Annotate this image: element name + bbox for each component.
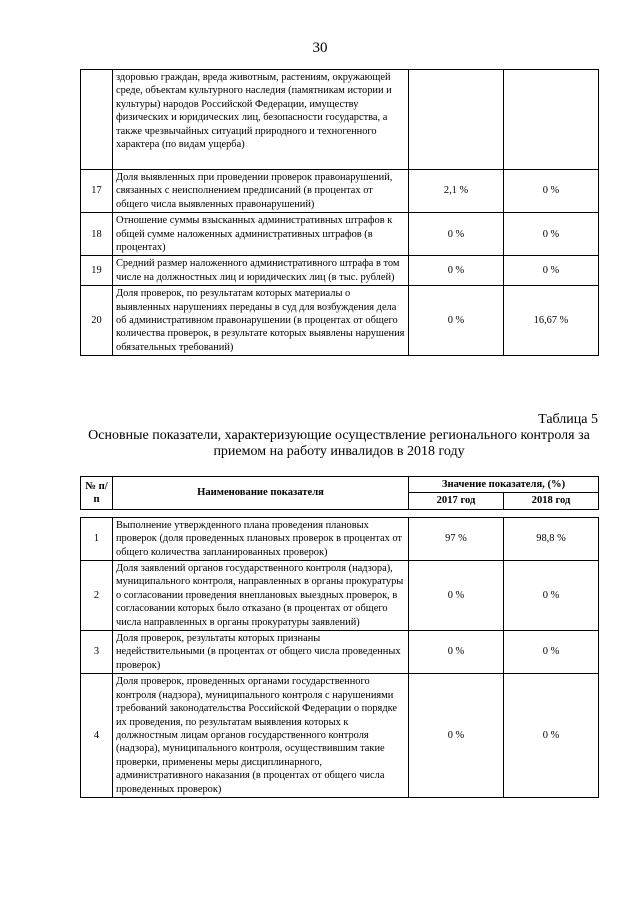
value-2017: 2,1 %: [409, 170, 504, 213]
page-number: 30: [312, 40, 328, 56]
table-row: [81, 631, 599, 674]
row-number: [81, 70, 113, 170]
value-2017: 0 %: [409, 561, 504, 631]
header-value: Значение показателя, (%): [409, 477, 599, 493]
value-2017: 97 %: [409, 517, 504, 560]
indicator-text: Отношение суммы взысканных административных штрафов к общей сумме наложенных административных штрафов (в процентах): [113, 213, 409, 256]
row-number: 4: [81, 674, 113, 798]
table-row: [81, 170, 599, 213]
table-row: [81, 70, 599, 170]
value-2018: 16,67 %: [504, 286, 599, 356]
row-number: 3: [81, 631, 113, 674]
table-label: Таблица 5: [538, 412, 598, 427]
row-number: 19: [81, 256, 113, 286]
header-2017: 2017 год: [409, 493, 504, 509]
indicator-text: Доля проверок, результаты которых признаны недействительными (в процентах от общего числа проведенных проверок): [113, 631, 409, 674]
value-2018: 98,8 %: [504, 517, 599, 560]
header-row: [81, 477, 599, 493]
value-2018: 0 %: [504, 213, 599, 256]
value-2018: 0 %: [504, 170, 599, 213]
table-row: [81, 213, 599, 256]
row-number: 18: [81, 213, 113, 256]
row-number: 17: [81, 170, 113, 213]
value-2017: [409, 70, 504, 170]
value-2018: 0 %: [504, 631, 599, 674]
row-number: 2: [81, 561, 113, 631]
table-4-continuation: [80, 69, 599, 356]
spacer-row: [81, 509, 599, 517]
table-title: Основные показатели, характеризующие осуществление регионального контроля за приемом на работу инвалидов в 2018 году: [88, 428, 590, 459]
indicator-text: Доля проверок, по результатам которых материалы о выявленных нарушениях переданы в суд для возбуждения дела об административном правонарушении (в процентах от общего количества проверок, в результате которых выявлены нарушения обязательных требований): [113, 286, 409, 356]
value-2017: 0 %: [409, 286, 504, 356]
value-2017: 0 %: [409, 631, 504, 674]
header-name: Наименование показателя: [113, 477, 409, 510]
table-row: [81, 674, 599, 798]
indicator-text: Средний размер наложенного административного штрафа в том числе на должностных лиц и юридических лиц (в тыс. рублей): [113, 256, 409, 286]
value-2017: 0 %: [409, 256, 504, 286]
table-row: [81, 286, 599, 356]
indicator-text: Доля выявленных при проведении проверок правонарушений, связанных с неисполнением предписаний (в процентах от общего числа выявленных правонарушений): [113, 170, 409, 213]
row-number: 1: [81, 517, 113, 560]
value-2018: 0 %: [504, 561, 599, 631]
header-2018: 2018 год: [504, 493, 599, 509]
value-2018: 0 %: [504, 256, 599, 286]
table-row: [81, 517, 599, 560]
row-number: 20: [81, 286, 113, 356]
indicator-text: здоровью граждан, вреда животным, растениям, окружающей среде, объектам культурного наследия (памятникам истории и культуры) народов Российской Федерации, имуществу физических и юридических лиц, безопасности государства, а также чрезвычайных ситуаций природного и техногенного характера (по видам ущерба): [113, 70, 409, 170]
header-number: № п/п: [81, 477, 113, 510]
table-5: [80, 476, 599, 798]
indicator-text: Выполнение утвержденного плана проведения плановых проверок (доля проведенных плановых проверок в процентах от общего количества запланированных проверок): [113, 517, 409, 560]
table-row: [81, 256, 599, 286]
value-2018: 0 %: [504, 674, 599, 798]
table-row: [81, 561, 599, 631]
indicator-text: Доля проверок, проведенных органами государственного контроля (надзора), муниципального контроля с нарушениями требований законодательства Российской Федерации о порядке их проведения, по результатам выявления которых к должностным лицам органов государственного контроля (надзора), муниципального контроля, осуществившим такие проверки, применены меры дисциплинарного, административного наказания (в процентах от общего числа проведенных проверок): [113, 674, 409, 798]
value-2018: [504, 70, 599, 170]
indicator-text: Доля заявлений органов государственного контроля (надзора), муниципального контроля, направленных в органы прокуратуры о согласовании проведения внеплановых выездных проверок, в согласовании которых было отказано (в процентах от общего числа направленных в органы прокуратуры заявлений): [113, 561, 409, 631]
value-2017: 0 %: [409, 674, 504, 798]
value-2017: 0 %: [409, 213, 504, 256]
